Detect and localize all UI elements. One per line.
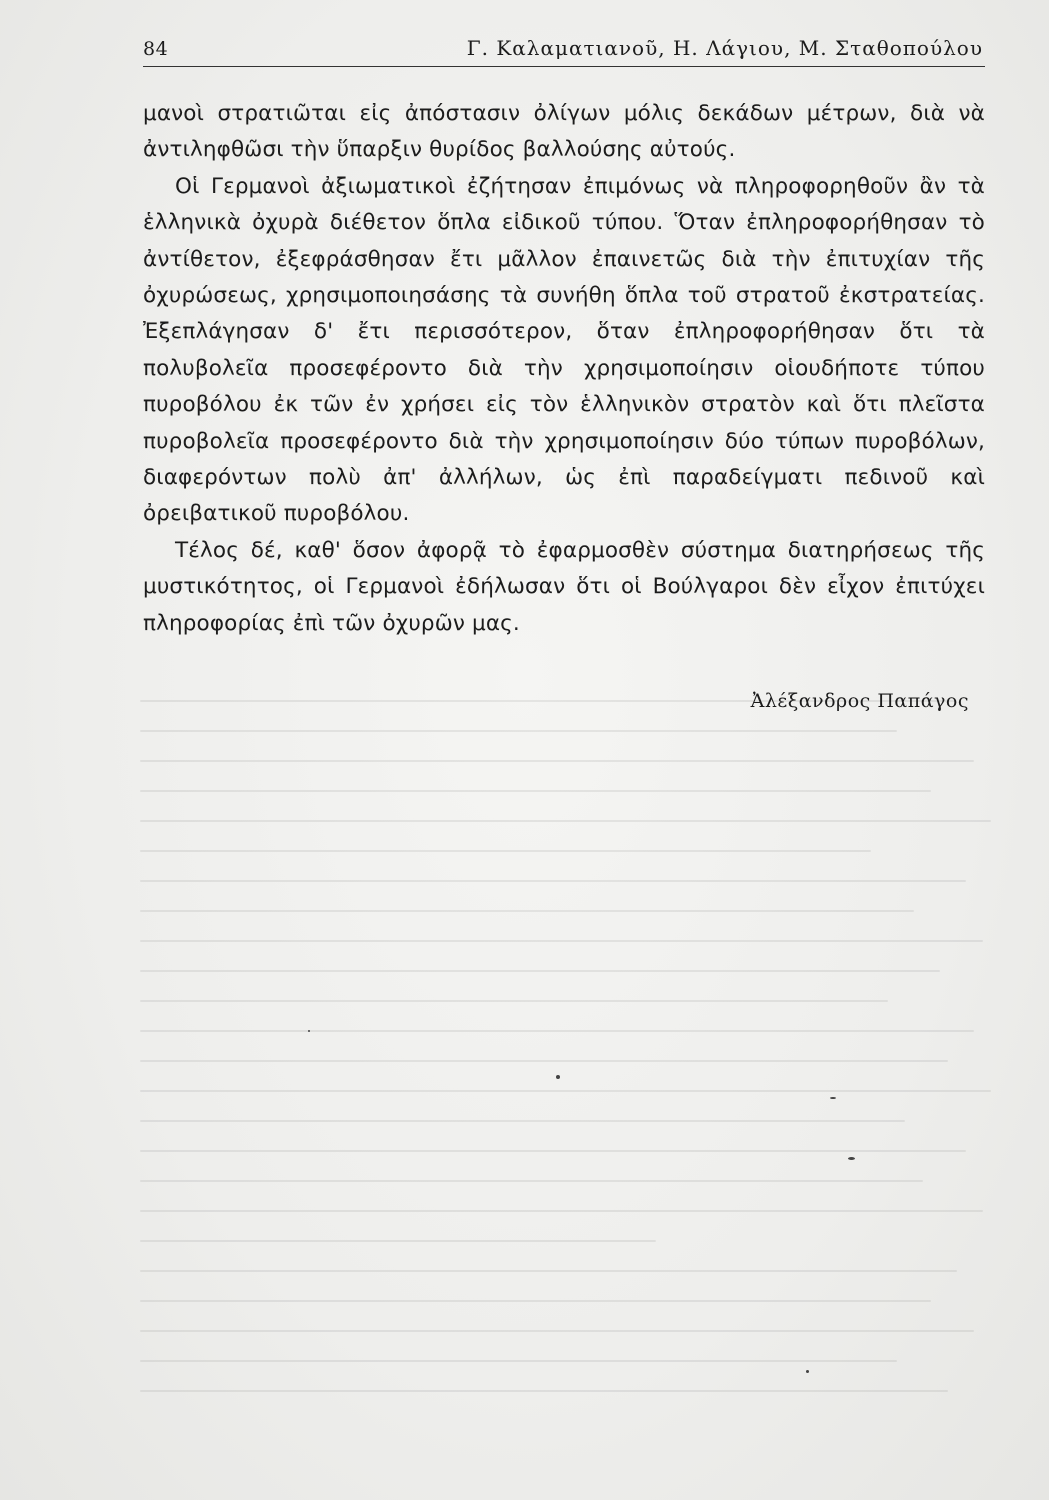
scan-speck — [830, 1097, 836, 1099]
running-header — [143, 30, 985, 67]
author-signature: Ἀλέξανδρος Παπάγος — [750, 690, 969, 712]
scan-speck — [556, 1075, 560, 1079]
paragraph-continuation: μανοὶ στρατιῶται εἰς ἀπόστασιν ὀλίγων μόλις δεκάδων μέτρων, διὰ νὰ ἀντιληφθῶσι τὴν ὕπαρξιν θυρίδος βαλλούσης αὐτούς. — [143, 101, 985, 163]
paragraph-secrecy: Τέλος δέ, καθ' ὅσον ἀφορᾷ τὸ ἐφαρμοσθὲν σύστημα διατηρήσεως τῆς μυστικότητος, οἱ Γερμανοὶ ἐδήλωσαν ὅτι οἱ Βούλγαροι δὲν εἶχον ἐπιτύχει πληροφορίας ἐπὶ τῶν ὀχυρῶν μας. — [143, 537, 985, 636]
scan-speck — [806, 1370, 809, 1373]
running-head-authors: Γ. Καλαματιανοῦ, Η. Λάγιου, Μ. Σταθοπούλου — [466, 36, 983, 60]
scan-speck — [848, 1157, 855, 1160]
paragraph-german-officers: Οἱ Γερμανοὶ ἀξιωματικοὶ ἐζήτησαν ἐπιμόνως νὰ πληροφορηθοῦν ἂν τὰ ἑλληνικὰ ὀχυρὰ διέθετον ὅπλα εἰδικοῦ τύπου. Ὅταν ἐπληροφορήθησαν τὸ ἀντίθετον, ἐξεφράσθησαν ἔτι μᾶλλον ἐπαινετῶς διὰ τὴν ἐπιτυχίαν τῆς ὀχυρώσεως, χρησιμοποιησάσης τὰ συνήθη ὅπλα τοῦ στρατοῦ ἐκστρατείας. Ἐξεπλάγησαν δ' ἔτι περισσότερον, ὅταν ἐπληροφορήθησαν ὅτι τὰ πολυβολεῖα προσεφέροντο διὰ τὴν χρησιμοποίησιν οἱουδήποτε τύπου πυροβόλου ἐκ τῶν ἐν χρήσει εἰς τὸν ἑλληνικὸν στρατὸν καὶ ὅτι πλεῖστα πυροβολεῖα προσεφέροντο διὰ τὴν χρησιμοποίησιν δύο τύπων πυροβόλων, διαφερόντων πολὺ ἀπ' ἀλλήλων, ὡς ἐπὶ παραδείγματι πεδινοῦ καὶ ὀρειβατικοῦ πυροβόλου. — [143, 173, 985, 527]
scan-speck — [308, 1030, 310, 1032]
page-number: 84 — [143, 38, 169, 60]
body-text — [143, 96, 985, 642]
bleed-through-texture — [140, 700, 1000, 1460]
